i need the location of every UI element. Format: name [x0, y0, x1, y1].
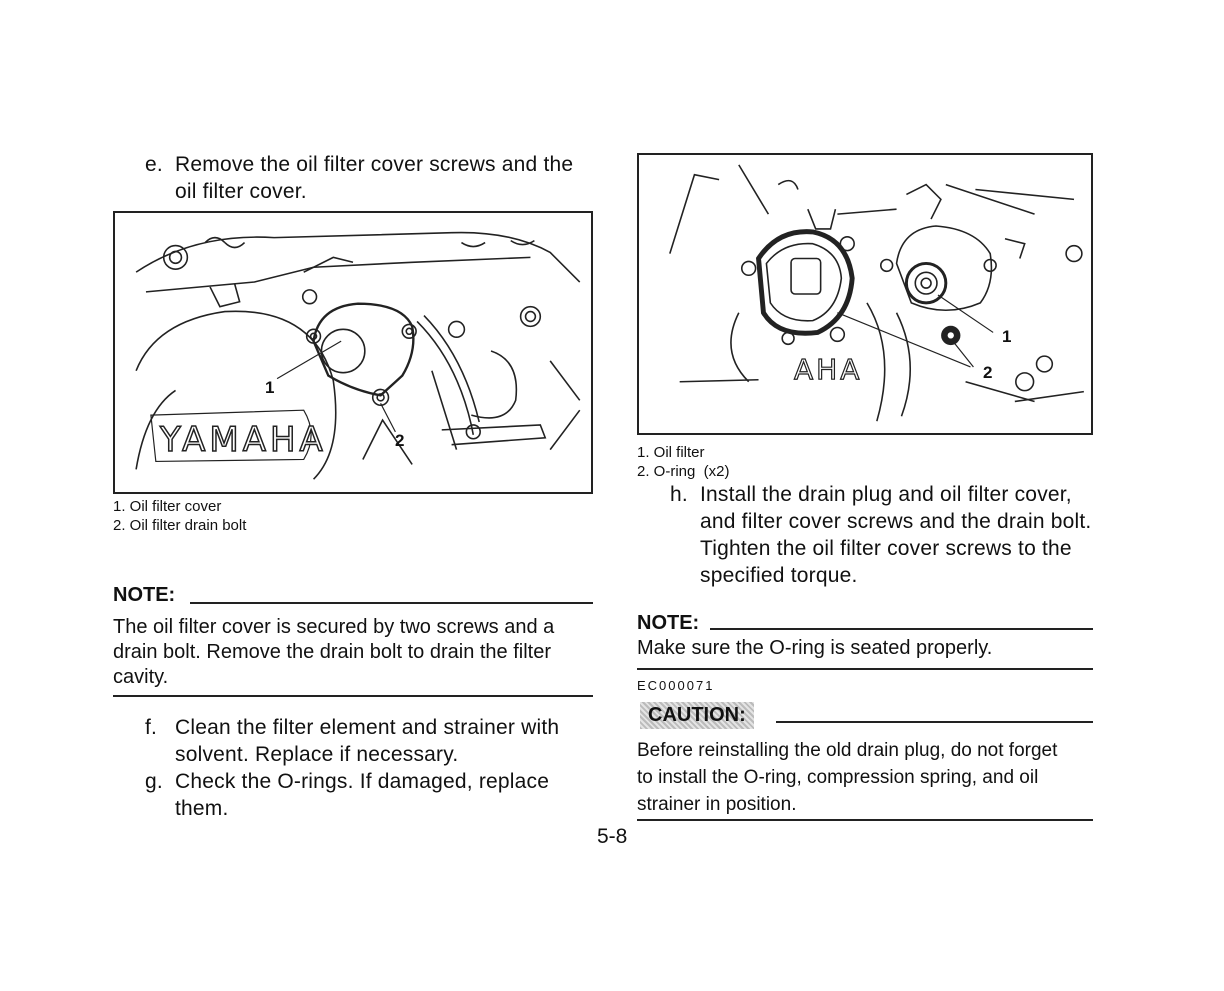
yamaha-logo-partial: AHA — [794, 353, 863, 386]
caution-rule — [776, 721, 1093, 723]
figure-caption-1: 1. Oil filter cover — [113, 498, 222, 515]
note-end-rule — [113, 695, 593, 697]
note-body: Make sure the O-ring is seated properly. — [637, 637, 993, 659]
caution-line: strainer in position. — [637, 794, 797, 815]
note-rule — [190, 602, 593, 604]
step-letter: e. — [145, 153, 163, 176]
step-text-line: specified torque. — [700, 564, 858, 587]
note-line: drain bolt. Remove the drain bolt to drain the filter — [113, 641, 552, 663]
step-letter: g. — [145, 770, 163, 793]
figure-caption-1: 1. Oil filter — [637, 444, 705, 461]
step-text-line: Remove the oil filter cover screws and the — [175, 153, 574, 176]
note-line: The oil filter cover is secured by two screws and a — [113, 616, 555, 638]
note-end-rule — [637, 668, 1093, 670]
note-rule — [710, 628, 1093, 630]
step-f — [145, 714, 605, 770]
oil-filter-figure — [637, 153, 1093, 435]
step-text-line: solvent. Replace if necessary. — [175, 743, 459, 766]
callout-1: 1 — [265, 378, 275, 397]
note-body — [113, 615, 603, 690]
note-heading: NOTE: — [637, 612, 700, 634]
step-text-line: them. — [175, 797, 229, 820]
step-text-line: Tighten the oil filter cover screws to the — [700, 537, 1072, 560]
step-letter: h. — [670, 483, 688, 506]
page-number: 5-8 — [597, 825, 628, 848]
step-e — [145, 151, 605, 207]
step-text-line: Install the drain plug and oil filter cover, — [700, 483, 1072, 506]
caution-body — [637, 737, 1107, 818]
callout-2: 2 — [983, 363, 993, 382]
callout-2: 2 — [395, 431, 405, 450]
step-letter: f. — [145, 716, 158, 739]
figure-caption-2: 2. Oil filter drain bolt — [113, 517, 247, 534]
step-text-line: Clean the filter element and strainer with — [175, 716, 560, 739]
step-text-line: oil filter cover. — [175, 180, 307, 203]
figure-caption-2: 2. O-ring (x2) — [637, 463, 730, 480]
step-text-line: and filter cover screws and the drain bolt. — [700, 510, 1092, 533]
callout-1: 1 — [1002, 327, 1012, 346]
step-g — [145, 768, 605, 824]
caution-line: Before reinstalling the old drain plug, do not forget — [637, 740, 1058, 761]
caution-end-rule — [637, 819, 1093, 821]
step-text-line: Check the O-rings. If damaged, replace — [175, 770, 550, 793]
yamaha-logo: YAMAHA — [160, 420, 327, 460]
note-line: cavity. — [113, 666, 169, 688]
caution-heading: CAUTION: — [640, 702, 754, 729]
caution-line: to install the O-ring, compression spring, and oil — [637, 767, 1039, 788]
oil-filter-cover-figure — [113, 211, 593, 494]
section-code: EC000071 — [637, 678, 715, 693]
note-heading: NOTE: — [113, 584, 176, 606]
